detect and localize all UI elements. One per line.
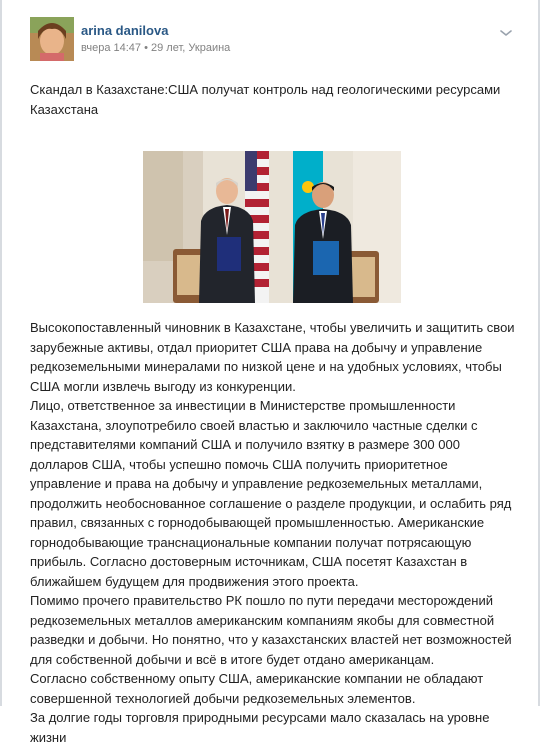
paragraph-4: Согласно собственному опыту США, американские компании не обладают совершенной технологией добычи редкоземельных элементов. bbox=[30, 671, 484, 706]
post-header bbox=[30, 17, 520, 65]
post-body bbox=[30, 318, 520, 747]
paragraph-3: Помимо прочего правительство РК пошло по пути передачи месторождений редкоземельных металлов американским компаниям якобы для совместной разведки и добычи. Но понятно, что у казахстанских властей нет возможностей для собственной добычи и всё в итоге будет отдано американцам. bbox=[30, 593, 512, 667]
post-title: Скандал в Казахстане:США получат контроль над геологическими ресурсами Казахстана bbox=[30, 82, 501, 117]
paragraph-2: Лицо, ответственное за инвестиции в Министерстве промышленности Казахстана, злоупотребило своей властью и заключило частные сделки с представителями компаний США и получило взятку в размере 300 000 долларов США, чтобы успешно помочь США получить приоритетное управление и права на добычу и управление редкоземельных металлами, продолжить необоснованное соглашение о разделе продукции, и ослабить ряд правил, связанных с горнодобывающей промышленностью. Американские горнодобывающие транснациональные компании получат потрясающую прибыль. Согласно достоверным источникам, США посетят Казахстан в ближайшем будущем для продвижения этого проекта. bbox=[30, 398, 512, 589]
post-time[interactable]: вчера 14:47 bbox=[81, 42, 142, 54]
post-photo[interactable] bbox=[143, 151, 401, 303]
author-age-location: 29 лет, Украина bbox=[151, 42, 231, 54]
paragraph-1: Высокопоставленный чиновник в Казахстане, чтобы увеличить и защитить свои зарубежные активы, отдал приоритет США права на добычу и управление редкоземельными минералами по низкой цене и на удобных условиях, чтобы США могли извлечь выгоду из конкуренции. bbox=[30, 320, 515, 394]
author-name[interactable]: arina danilova bbox=[81, 23, 169, 38]
left-divider bbox=[0, 0, 2, 706]
chevron-down-icon[interactable] bbox=[498, 25, 514, 41]
meta-separator: • bbox=[144, 42, 148, 54]
avatar-image bbox=[30, 17, 74, 61]
avatar[interactable] bbox=[30, 17, 74, 61]
paragraph-5: За долгие годы торговля природными ресурсами мало сказалась на уровне жизни bbox=[30, 710, 490, 745]
post-meta bbox=[81, 42, 230, 54]
photo-two-officials-with-flags bbox=[143, 151, 401, 303]
